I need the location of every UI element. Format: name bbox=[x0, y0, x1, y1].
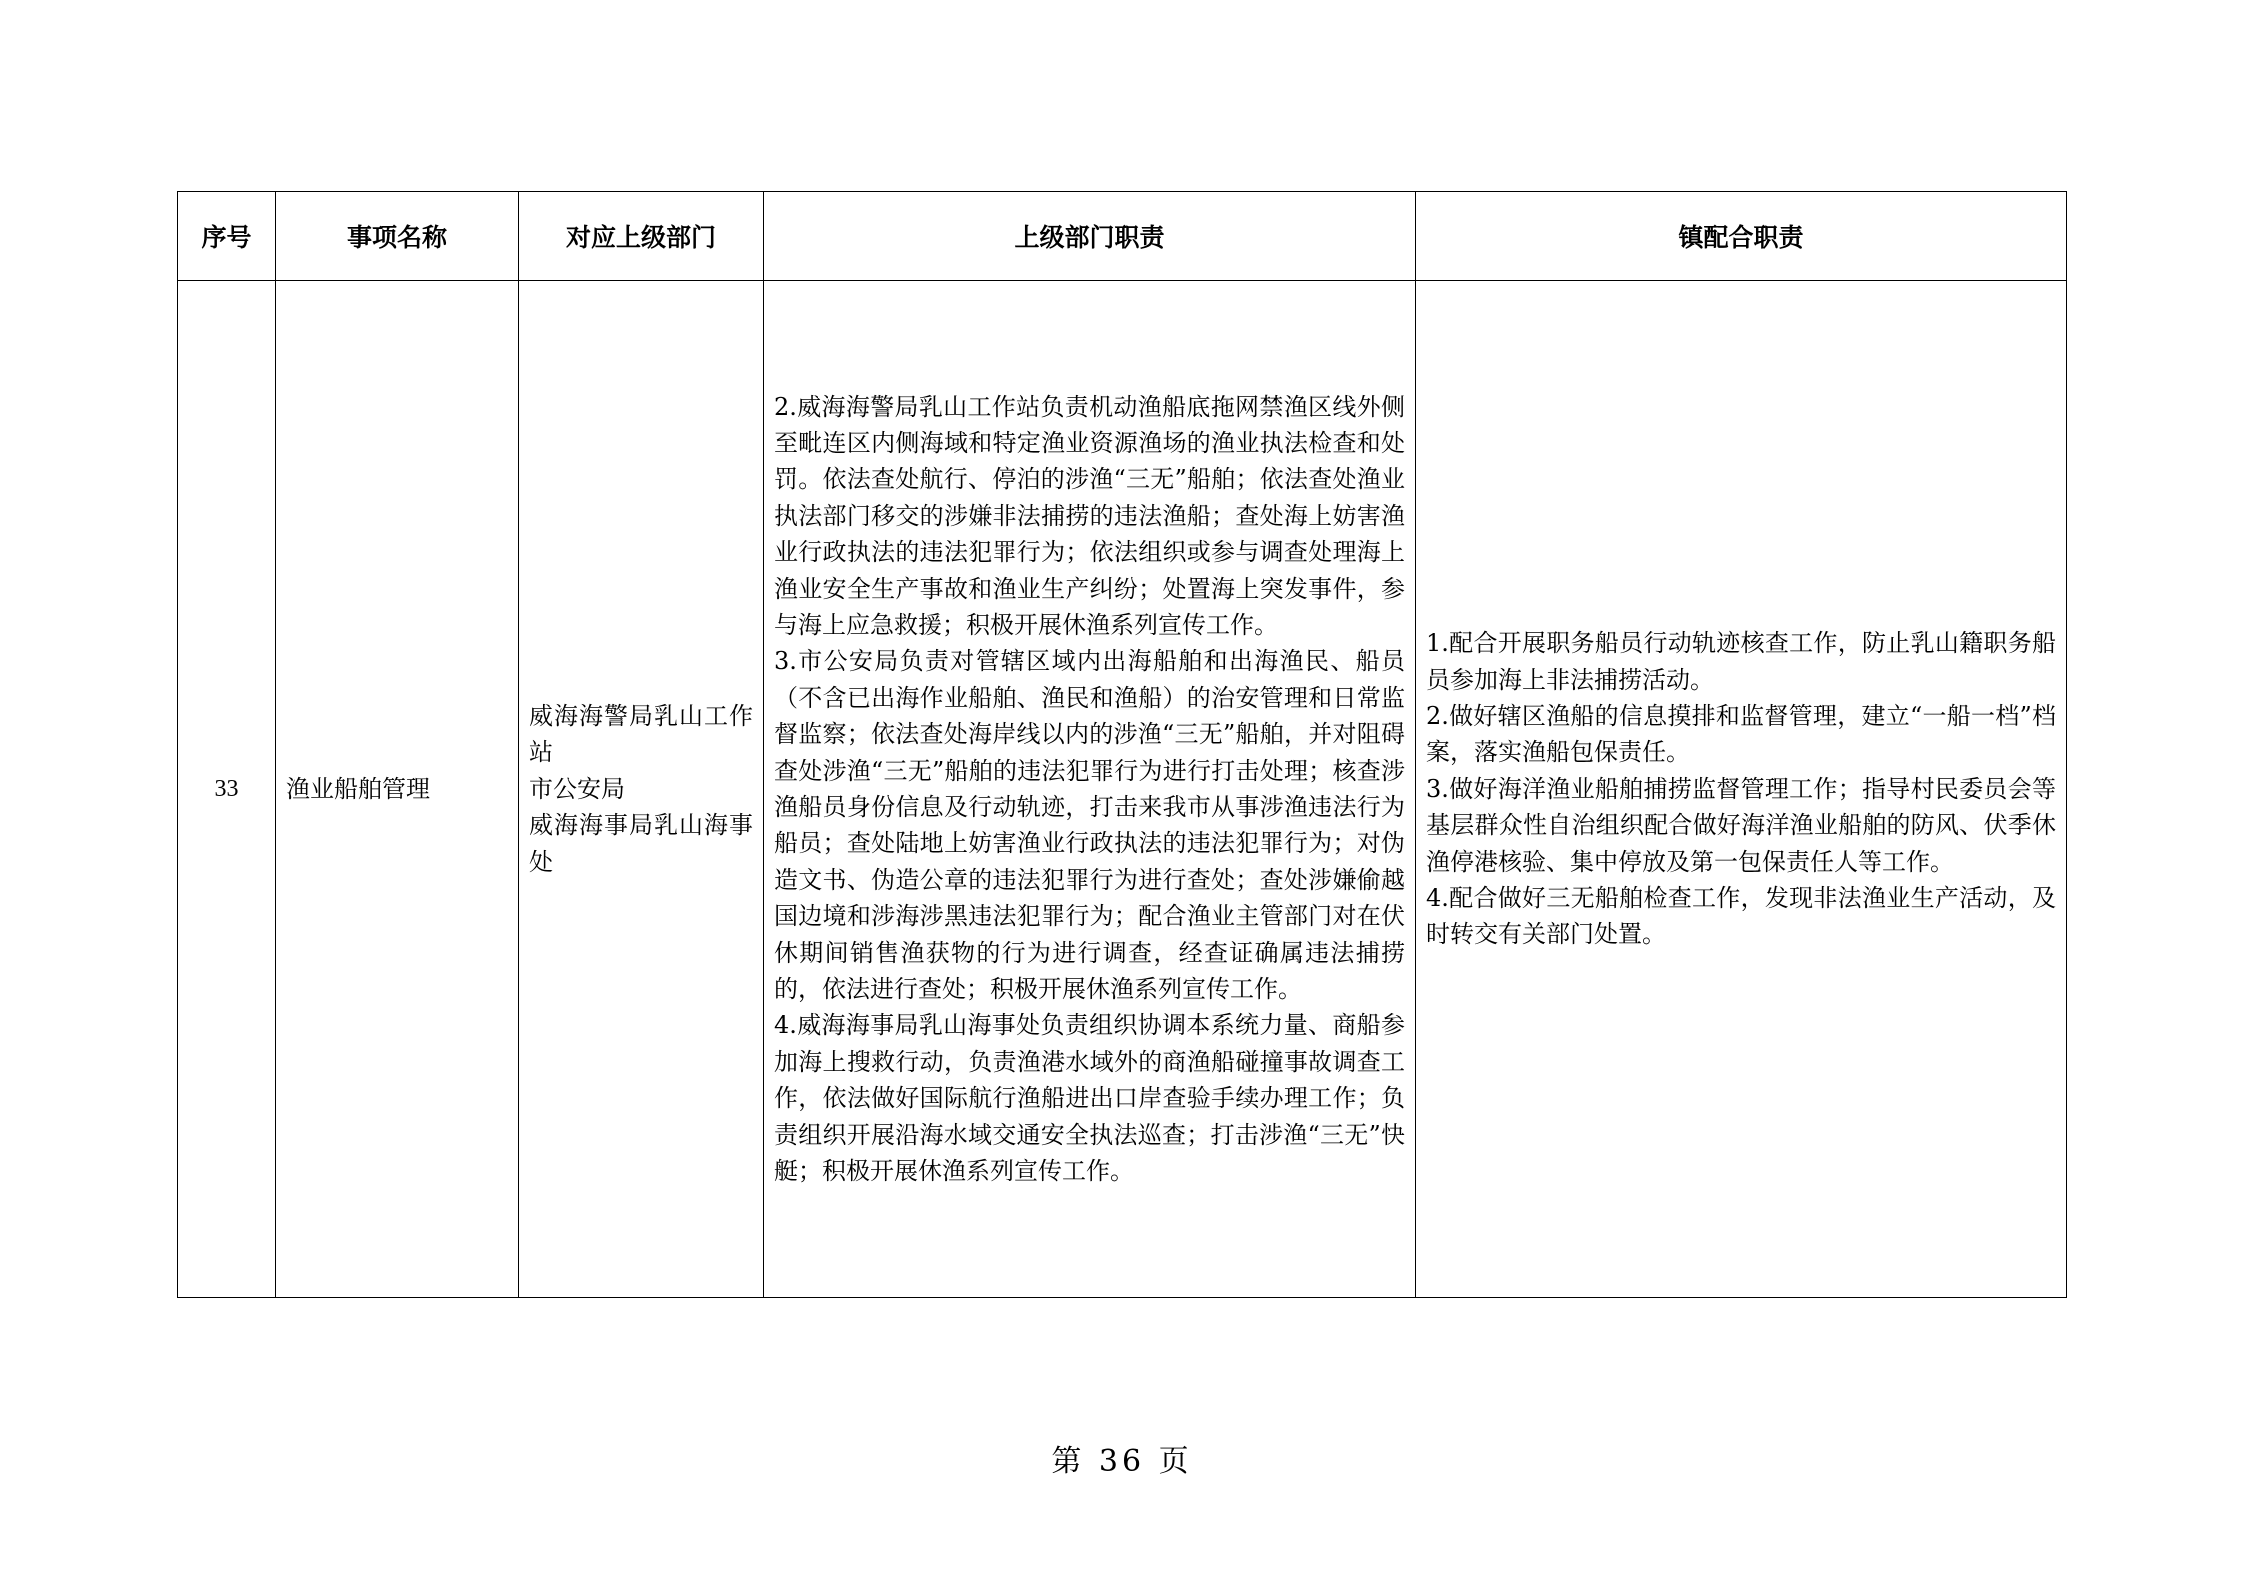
town-paragraph: 3.做好海洋渔业船舶捕捞监督管理工作；指导村民委员会等基层群众性自治组织配合做好海洋渔业船舶的防风、伏季休渔停港核验、集中停放及第一包保责任人等工作。 bbox=[1426, 774, 2056, 876]
dept-line: 威海海事局乳山海事处 bbox=[529, 811, 753, 876]
duty-paragraph: 3.市公安局负责对管辖区域内出海船舶和出海渔民、船员（不含已出海作业船舶、渔民和渔船）的治安管理和日常监督监察；依法查处海岸线以内的涉渔“三无”船舶，并对阻碍查处涉渔“三无”船舶的违法犯罪行为进行打击处理；核查涉渔船员身份信息及行动轨迹，打击来我市从事涉渔违法行为船员；查处陆地上妨害渔业行政执法的违法犯罪行为；对伪造文书、伪造公章的违法犯罪行为进行查处；查处涉嫌偷越国边境和涉海涉黑违法犯罪行为；配合渔业主管部门对在伏休期间销售渔获物的行为进行调查，经查证确属违法捕捞的，依法进行查处；积极开展休渔系列宣传工作。 bbox=[774, 647, 1405, 1004]
header-item: 事项名称 bbox=[276, 192, 519, 281]
table-row bbox=[178, 281, 2067, 1298]
cell-item: 渔业船舶管理 bbox=[276, 281, 519, 1298]
cell-town bbox=[1416, 281, 2067, 1298]
duty-table bbox=[177, 191, 2067, 1298]
cell-duty bbox=[764, 281, 1416, 1298]
page-number: 第 36 页 bbox=[1051, 1444, 1193, 1479]
cell-dept bbox=[519, 281, 764, 1298]
header-duty: 上级部门职责 bbox=[764, 192, 1416, 281]
dept-line: 市公安局 bbox=[529, 774, 625, 803]
duty-paragraph: 4.威海海事局乳山海事处负责组织协调本系统力量、商船参加海上搜救行动，负责渔港水域外的商渔船碰撞事故调查工作，依法做好国际航行渔船进出口岸查验手续办理工作；负责组织开展沿海水域交通安全执法巡查；打击涉渔“三无”快艇；积极开展休渔系列宣传工作。 bbox=[774, 1011, 1405, 1186]
header-dept: 对应上级部门 bbox=[519, 192, 764, 281]
header-row bbox=[178, 192, 2067, 281]
cell-no: 33 bbox=[178, 281, 276, 1298]
town-paragraph: 4.配合做好三无船舶检查工作，发现非法渔业生产活动，及时转交有关部门处置。 bbox=[1426, 884, 2056, 949]
dept-line: 威海海警局乳山工作站 bbox=[529, 701, 753, 767]
town-paragraph: 1.配合开展职务船员行动轨迹核查工作，防止乳山籍职务船员参加海上非法捕捞活动。 bbox=[1426, 629, 2056, 694]
duty-paragraph: 2.威海海警局乳山工作站负责机动渔船底拖网禁渔区线外侧至毗连区内侧海域和特定渔业资源渔场的渔业执法检查和处罚。依法查处航行、停泊的涉渔“三无”船舶；依法查处渔业执法部门移交的涉嫌非法捕捞的违法渔船；查处海上妨害渔业行政执法的违法犯罪行为；依法组织或参与调查处理海上渔业安全生产事故和渔业生产纠纷；处置海上突发事件，参与海上应急救援；积极开展休渔系列宣传工作。 bbox=[774, 392, 1405, 639]
header-town: 镇配合职责 bbox=[1416, 192, 2067, 281]
town-paragraph: 2.做好辖区渔船的信息摸排和监督管理，建立“一船一档”档案，落实渔船包保责任。 bbox=[1426, 701, 2056, 767]
header-no: 序号 bbox=[178, 192, 276, 281]
